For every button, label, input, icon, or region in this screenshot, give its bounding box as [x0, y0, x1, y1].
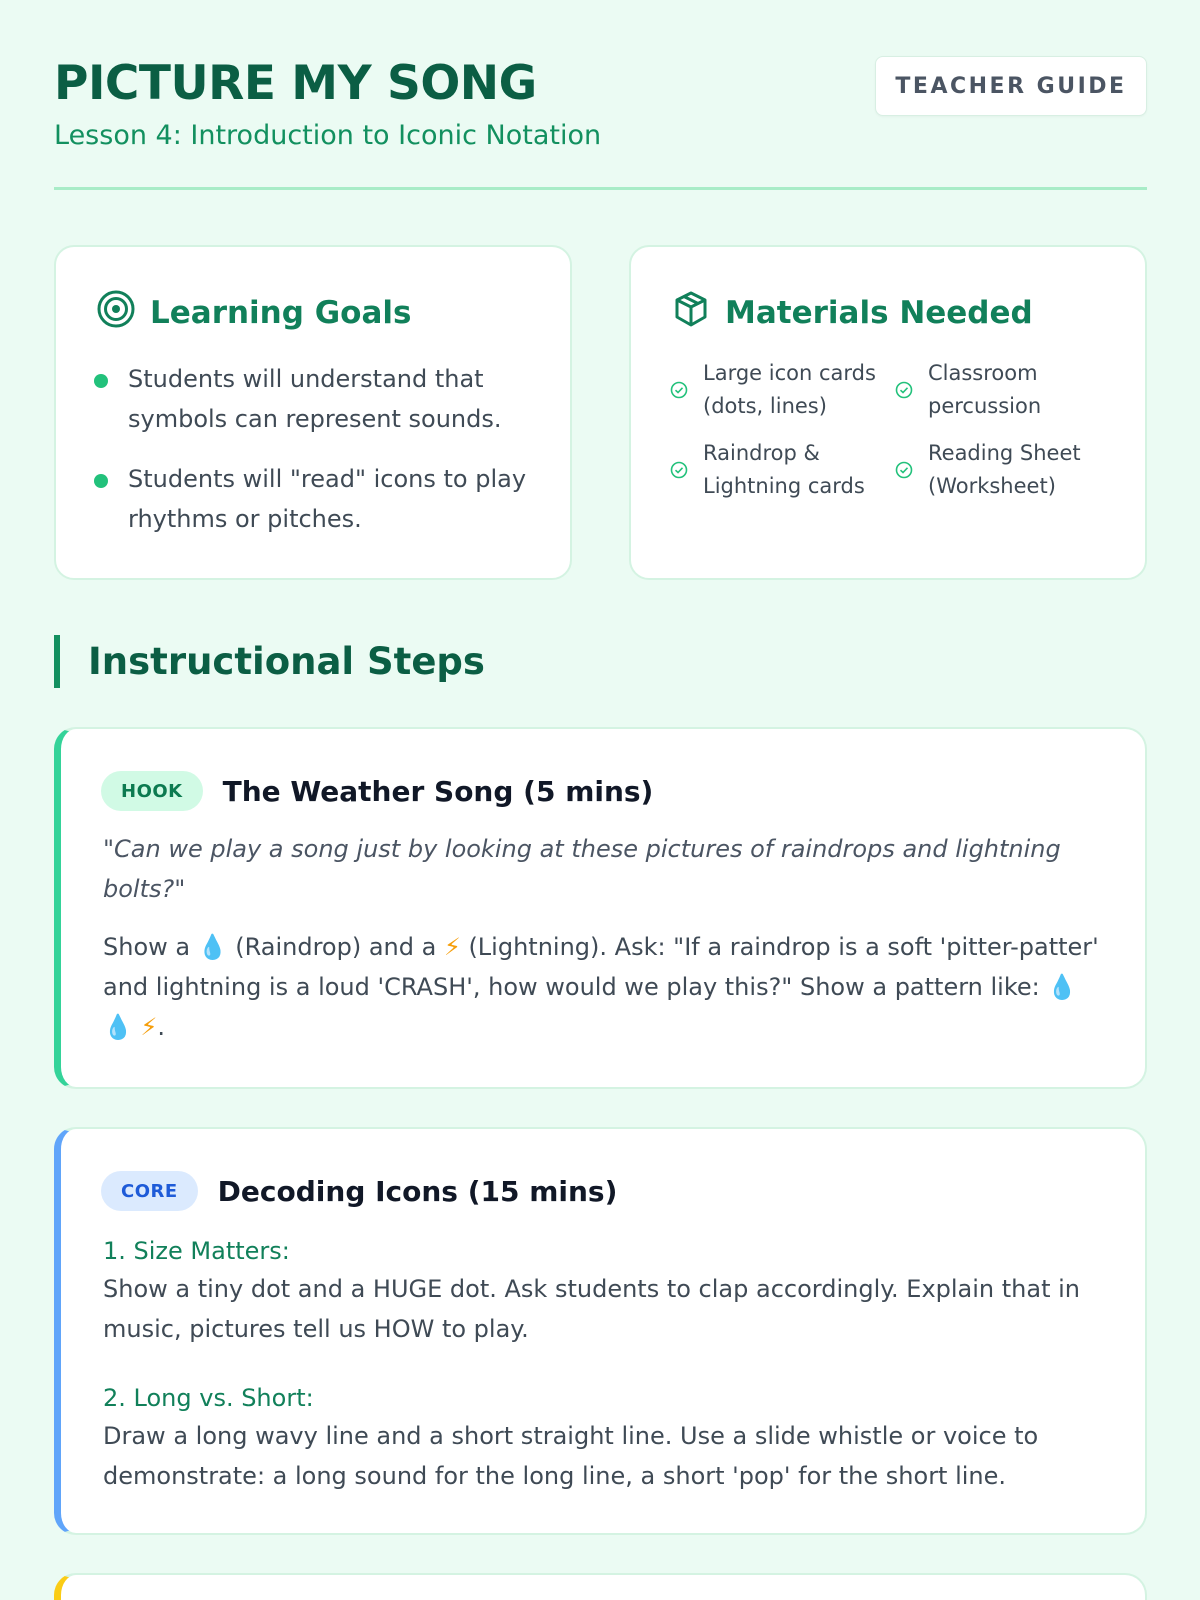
core-step-card — [54, 1127, 1147, 1535]
learning-goals-card — [54, 245, 572, 580]
lesson-page — [54, 0, 1147, 1490]
hook-text: Show a — [103, 933, 198, 961]
page-header — [54, 0, 1147, 190]
core-section-text: Show a tiny dot and a HUGE dot. Ask students to clap accordingly. Explain that in music, pictures tell us HOW to play. — [103, 1275, 1081, 1343]
learning-goals-heading — [96, 289, 411, 337]
list-item — [94, 459, 534, 539]
goal-text: Students will "read" icons to play rhythms or pitches. — [128, 465, 527, 533]
hook-quote: "Can we play a song just by looking at these pictures of raindrops and lightning bolts?" — [103, 835, 1061, 903]
teacher-guide-button[interactable]: TEACHER GUIDE — [875, 56, 1147, 116]
core-section-label: 2. Long vs. Short: — [103, 1384, 314, 1412]
hook-step-header — [101, 771, 653, 811]
list-item — [894, 357, 1104, 423]
materials-card — [629, 245, 1147, 580]
hook-step-card — [54, 727, 1147, 1089]
core-step-header — [101, 1171, 617, 1211]
materials-title: Materials Needed — [725, 295, 1033, 331]
next-step-card — [54, 1573, 1147, 1600]
learning-goals-title: Learning Goals — [150, 295, 412, 331]
core-step-title: Decoding Icons (15 mins) — [217, 1174, 618, 1208]
overview-cards — [54, 245, 1147, 580]
hook-text: (Lightning). Ask: "If a raindrop is a soft 'pitter-patter' and lightning is a loud 'CRASH', how would we play this?" Show a pattern like: — [103, 933, 1099, 1001]
material-text: Classroom percussion — [928, 361, 1042, 418]
check-circle-icon — [894, 460, 914, 480]
target-icon — [96, 289, 136, 337]
goal-text: Students will understand that symbols can represent sounds. — [128, 365, 502, 433]
page-subtitle: Lesson 4: Introduction to Iconic Notation — [54, 120, 602, 151]
hook-step-title: The Weather Song (5 mins) — [222, 774, 654, 808]
learning-goals-list — [94, 359, 534, 559]
hook-description — [103, 927, 1113, 1047]
core-badge: CORE — [101, 1171, 198, 1211]
hook-text: (Raindrop) and a — [227, 933, 444, 961]
raindrop-icon: 💧 — [197, 933, 228, 961]
lightning-icon: ⚡ — [443, 933, 461, 961]
material-text: Reading Sheet (Worksheet) — [928, 441, 1081, 498]
hook-text: . — [157, 1013, 166, 1041]
raindrop-icon: 💧 — [1047, 973, 1078, 1001]
list-item — [669, 357, 889, 423]
list-item — [94, 359, 534, 439]
lightning-icon: ⚡ — [140, 1013, 158, 1041]
bullet-dot-icon — [94, 374, 108, 388]
hook-text — [133, 1013, 141, 1041]
core-section — [103, 1380, 1113, 1496]
check-circle-icon — [669, 460, 689, 480]
instructional-steps-heading: Instructional Steps — [54, 635, 485, 688]
box-icon — [671, 289, 711, 337]
core-section-text: Draw a long wavy line and a short straight line. Use a slide whistle or voice to demonstrate: a long sound for the long line, a short 'pop' for the short line. — [103, 1422, 1039, 1490]
hook-badge: HOOK — [101, 771, 203, 811]
list-item — [894, 437, 1104, 503]
core-section — [103, 1233, 1113, 1349]
material-text: Large icon cards (dots, lines) — [703, 361, 876, 418]
core-section-label: 1. Size Matters: — [103, 1237, 290, 1265]
materials-heading — [671, 289, 1033, 337]
material-text: Raindrop & Lightning cards — [703, 441, 865, 498]
check-circle-icon — [669, 380, 689, 400]
page-title: PICTURE MY SONG — [54, 56, 537, 111]
raindrop-icon: 💧 — [103, 1013, 133, 1041]
check-circle-icon — [894, 380, 914, 400]
bullet-dot-icon — [94, 474, 108, 488]
list-item — [669, 437, 889, 503]
